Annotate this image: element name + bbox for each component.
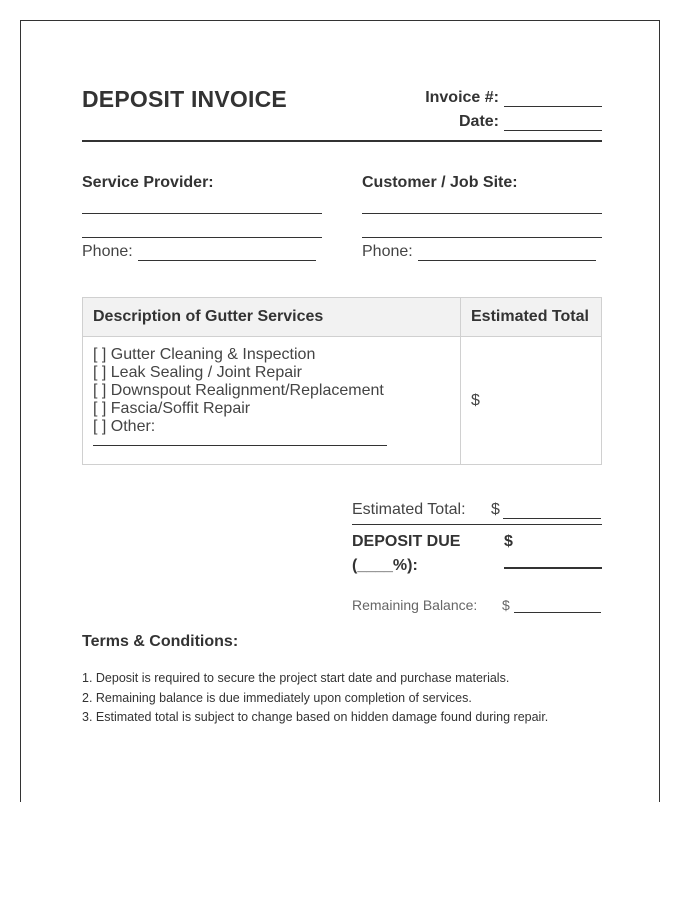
service-item-downspout[interactable]: [ ] Downspout Realignment/Replacement (93, 382, 384, 399)
table-row (83, 337, 602, 465)
estimated-total-field[interactable] (503, 503, 601, 519)
header-divider (82, 140, 602, 142)
deposit-due-field[interactable] (504, 567, 602, 569)
provider-phone-row (82, 243, 322, 261)
service-provider-section (82, 171, 322, 261)
services-table-header (83, 298, 602, 337)
service-provider-heading: Service Provider: (82, 174, 214, 191)
description-column-header: Description of Gutter Services (83, 298, 461, 337)
customer-phone-label: Phone: (362, 243, 413, 260)
provider-phone-field[interactable] (138, 244, 316, 261)
customer-address-line[interactable] (362, 237, 602, 238)
deposit-due-label: DEPOSIT DUE (352, 533, 461, 550)
date-label: Date: (458, 113, 499, 130)
service-item-gutter-cleaning[interactable]: [ ] Gutter Cleaning & Inspection (93, 346, 316, 363)
service-item-other[interactable]: [ ] Other: (93, 418, 156, 435)
remaining-balance-label: Remaining Balance: (352, 597, 478, 613)
totals-section (352, 501, 602, 613)
invoice-page (20, 20, 660, 802)
totals-divider (352, 524, 602, 525)
service-item-leak-sealing[interactable]: [ ] Leak Sealing / Joint Repair (93, 364, 303, 381)
date-field[interactable] (504, 115, 602, 131)
other-service-line[interactable] (93, 445, 387, 446)
customer-phone-row (362, 243, 602, 261)
estimated-total-column-header: Estimated Total (461, 298, 602, 337)
list-item: 2. Remaining balance is due immediately upon completion of services. (82, 690, 472, 705)
provider-address-line[interactable] (82, 237, 322, 238)
deposit-due-currency: $ (504, 533, 513, 550)
provider-name-line[interactable] (82, 213, 322, 214)
invoice-number-field[interactable] (504, 91, 602, 107)
customer-heading: Customer / Job Site: (362, 174, 518, 191)
deposit-due-row (352, 533, 602, 595)
customer-section (362, 171, 602, 261)
date-row (425, 107, 602, 131)
estimated-total-label: Estimated Total: (352, 501, 466, 518)
estimated-total-currency: $ (491, 501, 500, 518)
customer-name-line[interactable] (362, 213, 602, 214)
document-title: DEPOSIT INVOICE (82, 86, 287, 112)
estimated-total-row (352, 501, 602, 519)
invoice-meta (425, 83, 602, 131)
list-item: 3. Estimated total is subject to change based on hidden damage found during repair. (82, 710, 549, 724)
service-item-fascia-soffit[interactable]: [ ] Fascia/Soffit Repair (93, 400, 251, 417)
services-list-cell (83, 337, 461, 465)
remaining-balance-field[interactable] (514, 599, 601, 613)
remaining-balance-currency: $ (502, 597, 510, 613)
currency-symbol: $ (471, 392, 480, 409)
invoice-number-label: Invoice #: (425, 89, 499, 106)
terms-list (82, 669, 548, 728)
invoice-number-row (425, 83, 602, 107)
deposit-percent-label: (____%): (352, 557, 418, 574)
remaining-balance-row (352, 597, 602, 613)
list-item: 1. Deposit is required to secure the project start date and purchase materials. (82, 671, 510, 685)
provider-phone-label: Phone: (82, 243, 133, 260)
terms-heading: Terms & Conditions: (82, 633, 239, 650)
services-table (82, 297, 602, 465)
estimated-total-cell[interactable] (461, 337, 602, 465)
customer-phone-field[interactable] (418, 244, 596, 261)
